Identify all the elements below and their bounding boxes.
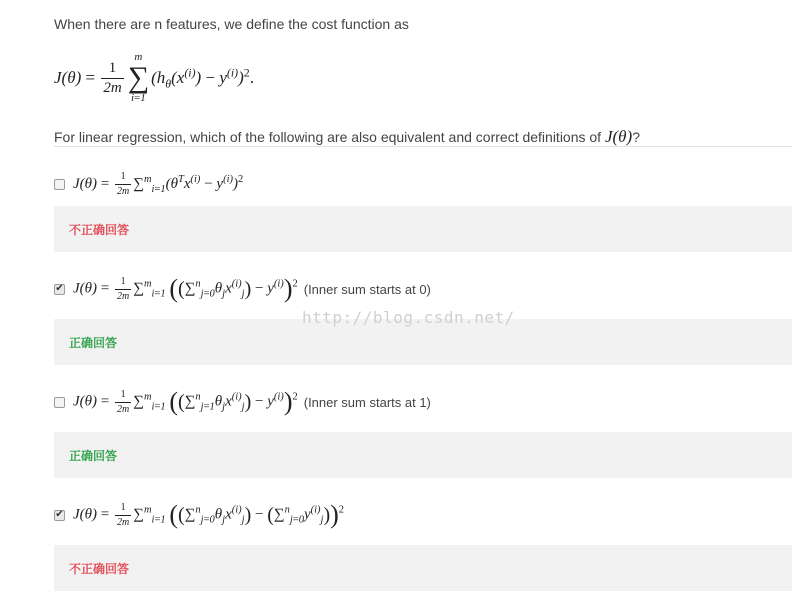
option-2-note: (Inner sum starts at 0) bbox=[303, 281, 431, 297]
option-4-formula: J(θ) = $\frac{1}{2m}$ ∑$^m_{i=1}$ $((\sum^n_{j=0}\theta_jx^{(i)}_j) - (\sum^n_{j=0}y^{(i)}_j))^2$ bbox=[73, 500, 345, 529]
question-text bbox=[54, 127, 640, 147]
cost-function-equation: J(θ) = $\frac{1}{2m}$ m ∑ i=1 $(h_\theta(x^{(i)}) - y^{(i)})^2$ . bbox=[54, 51, 254, 104]
option-4-feedback-label: 不正确回答 bbox=[69, 562, 130, 576]
option-2-checkbox[interactable]: ✔ bbox=[55, 283, 64, 294]
intro-text: When there are n features, we define the cost function as bbox=[54, 16, 409, 32]
option-3-formula: J(θ) = $\frac{1}{2m}$ ∑$^m_{i=1}$ $((\sum^n_{j=1}\theta_jx^{(i)}_j) - y^{(i)})^2$ bbox=[73, 387, 298, 416]
option-1-feedback bbox=[54, 206, 792, 252]
question-mark: ? bbox=[632, 129, 640, 145]
divider bbox=[54, 146, 792, 147]
option-1-checkbox[interactable] bbox=[54, 179, 65, 190]
option-2-feedback-label: 正确回答 bbox=[69, 336, 118, 350]
option-4-checkbox[interactable]: ✔ bbox=[55, 509, 64, 520]
option-3-feedback bbox=[54, 432, 792, 478]
option-3-note: (Inner sum starts at 1) bbox=[303, 394, 431, 410]
option-1-feedback-label: 不正确回答 bbox=[69, 223, 130, 237]
option-2-formula: J(θ) = $\frac{1}{2m}$ ∑$^m_{i=1}$ $((\sum^n_{j=0}\theta_jx^{(i)}_j) - y^{(i)})^2$ bbox=[73, 274, 298, 303]
option-3-checkbox[interactable] bbox=[54, 397, 65, 408]
option-3-feedback-label: 正确回答 bbox=[69, 449, 118, 463]
question-math: J(θ) bbox=[604, 127, 633, 146]
option-1-formula: J(θ) = $\frac{1}{2m}$ $\sum^m_{i=1}(\theta^Tx^{(i)} - y^{(i)})^2$ bbox=[73, 171, 244, 197]
option-4-feedback bbox=[54, 545, 792, 591]
watermark: http://blog.csdn.net/ bbox=[302, 308, 515, 327]
question-label: For linear regression, which of the following are also equivalent and correct definitions of bbox=[54, 129, 602, 145]
